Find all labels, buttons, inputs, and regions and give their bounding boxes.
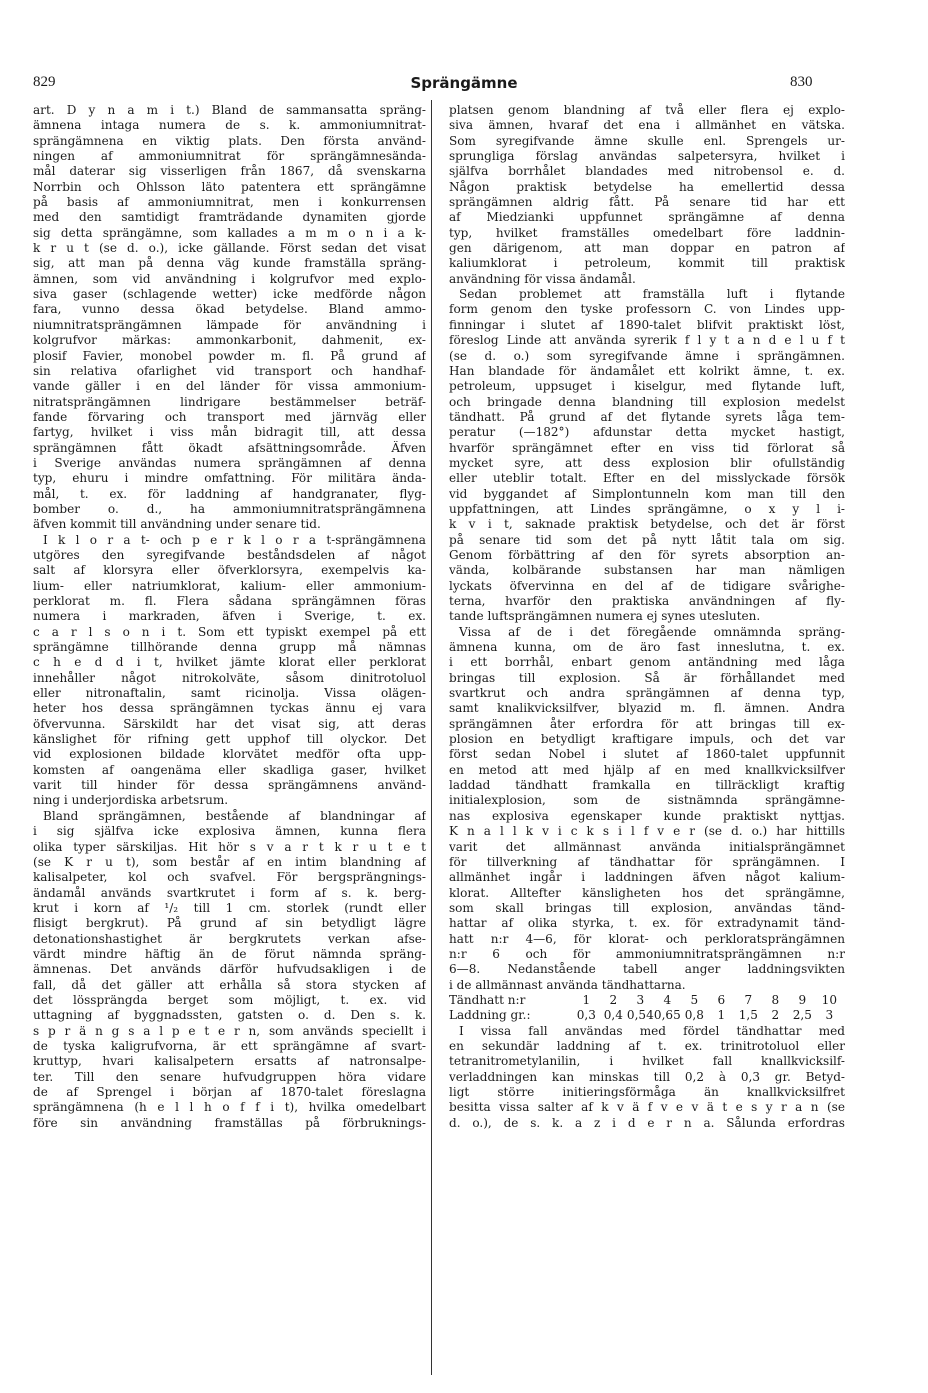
text-line: kruttyp, hvari kalisalpetern ersatts af natronsalpe- xyxy=(33,1054,426,1069)
table-cell: 10 xyxy=(821,992,838,1007)
table-cell: 0,4 xyxy=(603,1008,623,1023)
text-line: på basis af ammoniumnitrat, men i konkurrensen xyxy=(33,195,426,210)
text-line: sprängämnen fått ökadt afsättningsområde. Äfven xyxy=(33,440,426,455)
text-line: utgöres den syregifvande beståndsdelen af något xyxy=(33,547,426,562)
text-line: Han blandade för ändamålet ett kolrikt ämne, t. ex. xyxy=(449,363,845,378)
text-line: fartyg, hvilket i viss mån bidragit till, att dessa xyxy=(33,425,426,440)
text-line: eller nitronaftalin, samt ricinolja. Vissa olägen- xyxy=(33,686,426,701)
text-line: äfven kommit till användning under senare tid. xyxy=(33,517,321,532)
text-line: fara, vunno dessa ökad betydelse. Bland ammo- xyxy=(33,302,426,317)
text-line: en metod att med hjälp af en med knallkvicksilfver xyxy=(449,762,845,777)
text-line: besitta vissa salter af k v ä f v e v ä t e s y r a n (se xyxy=(449,1100,845,1115)
text-line: ämnena intaga numera de s. k. ammoniumnitrat- xyxy=(33,118,426,133)
text-line: före sin användning framställas på förbruknings- xyxy=(33,1115,426,1130)
text-line: sprungliga förslag användas salpetersyra, hvilket i xyxy=(449,149,845,164)
text-line: flisigt bergkrut). På grund af sin betydligt lägre xyxy=(33,916,426,931)
text-line: svartkrut och andra sprängämnen af denna typ, xyxy=(449,686,845,701)
text-line: sig detta sprängämne, som kallades a m m o n i a k- xyxy=(33,225,426,240)
text-line: (se d. o.) som syregifvande ämne i sprängämnen. xyxy=(449,348,845,363)
table-row-label: Laddning gr.: xyxy=(449,1008,531,1023)
text-line: i ett borrhål, enbart genom antändning med låga xyxy=(449,655,845,670)
page-number-left: 829 xyxy=(33,74,56,90)
text-line: öfvervunna. Särskildt har det visat sig, att deras xyxy=(33,716,426,731)
text-line: som skall bringas till explosion, användas tänd- xyxy=(449,900,845,915)
text-line: Som syregifvande ämne skulle enl. Sprengels ur- xyxy=(449,133,845,148)
text-line: mål daterar sig visserligen från 1867, då svenskarna xyxy=(33,164,426,179)
text-line: hatt n:r 4—6, för klorat- och perkloratsprängämnen xyxy=(449,931,845,946)
right-column-text-upper xyxy=(449,103,845,993)
table-cell: 0,65 xyxy=(653,1008,681,1023)
text-line: föreslog Linde att använda syrerik f l y t a n d e l u f t xyxy=(449,333,845,348)
text-line: i Sverige användas numera sprängämnen af denna xyxy=(33,455,426,470)
text-line: värdt mindre häftig än de förut nämnda spräng- xyxy=(33,946,426,961)
text-line: en sekundär laddning af t. ex. trinitrotoluol eller xyxy=(449,1038,845,1053)
text-line: uttagning af byggnadssten, gatsten o. d. Den s. k. xyxy=(33,1008,426,1023)
table-cell: 1,5 xyxy=(738,1008,758,1023)
text-line: niumnitratsprängämnen lämpade för användning i xyxy=(33,317,426,332)
table-row-label: Tändhatt n:r xyxy=(449,992,526,1007)
text-line: vande gäller i en del länder för vissa ammonium- xyxy=(33,379,426,394)
text-line: ämnena kunna, om de äro fast inneslutna, t. ex. xyxy=(449,640,845,655)
table-cell: 0,54 xyxy=(626,1008,654,1023)
text-line: terna, hvarför den praktiska användningen af fly- xyxy=(449,594,845,608)
table-cell: 8 xyxy=(771,992,780,1007)
text-line: salt af klorsyra eller öfverklorsyra, exempelvis ka- xyxy=(33,563,426,578)
text-line: ligt större initieringsförmåga än knallkvicksilfret xyxy=(449,1085,845,1099)
text-line: ändamål används svartkrutet i form af s. k. berg- xyxy=(33,885,426,900)
text-line: ning i underjordiska arbetsrum. xyxy=(33,793,229,808)
text-line: K n a l l k v i c k s i l f v e r (se d. o.) har hittills xyxy=(449,824,845,839)
text-line: siva gaser (schlagende wetter) icke medförde någon xyxy=(33,287,426,302)
text-line: Sedan problemet att framställa luft i flytande xyxy=(459,287,845,302)
text-line: c h e d d i t, hvilket jämte klorat eller perklorat xyxy=(33,655,426,670)
text-line: vända, kolbärande substansen har man nämligen xyxy=(449,563,845,578)
text-line: I vissa fall användas med fördel tändhattar med xyxy=(459,1023,845,1038)
text-line: tetranitrometylanilin, i hvilket fall knallkvicksilf- xyxy=(449,1054,845,1069)
column-divider xyxy=(431,100,432,1375)
text-line: I k l o r a t- och p e r k l o r a t-sprängämnena xyxy=(43,532,426,547)
text-line: verladdningen kan minskas till 0,2 à 0,3 gr. Betyd- xyxy=(449,1069,845,1084)
text-line: kalisalpeter, kol och svafvel. För bergsprängnings- xyxy=(33,870,426,885)
text-line: de af Sprengel i början af 1870-talet föreslagna xyxy=(33,1085,426,1099)
text-line: gen därigenom, att man doppar en patron af xyxy=(449,241,845,256)
text-line: komsten af oangenäma eller skadliga gaser, hvilket xyxy=(33,762,426,777)
table-cell: 4 xyxy=(663,992,672,1007)
text-line: mål, t. ex. för laddning af handgranater, flyg- xyxy=(33,486,426,501)
text-line: och bringade denna blandning till explosion medelst xyxy=(449,394,845,409)
text-line: form genom den tyske professorn C. von Lindes upp- xyxy=(449,302,845,317)
table-cell: 2 xyxy=(609,992,618,1007)
page-number-right: 830 xyxy=(790,74,813,90)
text-line: art. D y n a m i t.) Bland de sammansatta spräng- xyxy=(33,103,426,117)
text-line: k r u t (se d. o.), icke gällande. Först sedan det visat xyxy=(33,241,426,256)
text-line: plosif Favier, monobel powder m. fl. På grund af xyxy=(33,348,426,363)
text-line: sig, att man på denna väg kunde framställa spräng- xyxy=(33,256,426,271)
text-line: eller uteblir totalt. Efter en del misslyckade försök xyxy=(449,471,845,486)
text-line: först sedan Nobel i slutet af 1860-talet uppfunnit xyxy=(449,747,845,762)
text-line: c a r l s o n i t. Som ett typiskt exempel på ett xyxy=(33,624,426,639)
text-line: i de allmännast använda tändhattarna. xyxy=(449,977,686,992)
text-line: s p r ä n g s a l p e t e r n, som används speciellt i xyxy=(33,1023,426,1038)
text-line: platsen genom blandning af två eller flera ej explo- xyxy=(449,103,845,117)
text-line: peratur (—182°) afdunstar detta mycket hastigt, xyxy=(449,425,845,440)
text-line: petroleum, uppsuget i kiselgur, med flytande luft, xyxy=(449,379,845,394)
text-line: vid byggandet af Simplontunneln kom man till den xyxy=(449,486,845,501)
right-column-text-lower xyxy=(449,1024,845,1131)
text-line: fall, då det gäller att erhålla så stora stycken af xyxy=(33,977,426,992)
text-line: fande förvaring och transport med järnväg eller xyxy=(33,409,426,424)
text-line: kaliumklorat i petroleum, kommit till praktisk xyxy=(449,256,845,271)
text-line: Bland sprängämnen, bestående af blandningar af xyxy=(43,808,426,823)
text-line: själfva borrhålet blandades med nitrobensol e. d. xyxy=(449,164,845,179)
text-line: för tillverkning af tändhattar för sprängämnen. I xyxy=(449,854,845,869)
text-line: hvarför sprängämnet efter en viss tid förlorat så xyxy=(449,440,845,455)
text-line: heter hos dessa sprängämnen tyckas ännu ej vara xyxy=(33,701,426,716)
text-line: varit till hinder för dessa sprängämnens använd- xyxy=(33,778,426,793)
text-line: lium- eller natriumklorat, kalium- eller ammonium- xyxy=(33,578,426,593)
text-line: plosion en betydligt kraftigare impuls, och det var xyxy=(449,732,845,747)
table-cell: 5 xyxy=(690,992,699,1007)
text-line: klorat. Alltefter känsligheten hos det sprängämne, xyxy=(449,885,845,900)
text-line: bringas till explosion. Så är förhållandet med xyxy=(449,670,845,685)
table-cell: 2 xyxy=(771,1008,780,1023)
text-line: Norrbin och Ohlsson läto patentera ett sprängämne xyxy=(33,179,426,194)
text-line: sin relativa ofarlighet vid transport och handhaf- xyxy=(33,363,426,378)
left-column xyxy=(33,103,426,1131)
text-line: (se K r u t), som består af en intim blandning af xyxy=(33,854,426,869)
text-line: bomber o. d., ha ammoniumnitratsprängämnena xyxy=(33,501,426,516)
text-line: allmänhet ingår i laddningen äfven något kalium- xyxy=(449,870,845,885)
text-line: innehåller något nitrokolväte, såsom dinitrotoluol xyxy=(33,670,426,685)
text-line: nas explosiva egenskaper kunde praktiskt nyttjas. xyxy=(449,808,845,823)
text-line: tande luftsprängämnen numera ej synes utesluten. xyxy=(449,609,761,624)
table-cell: 1 xyxy=(717,1008,726,1023)
text-line: ämnenas. Det används därför hufvudsakligen i de xyxy=(33,962,426,977)
table-cell: 1 xyxy=(582,992,591,1007)
text-line: Genom förbättring af den för syrets absorption an- xyxy=(449,547,845,562)
table-row-charge-weight xyxy=(449,1008,845,1023)
text-line: Någon praktisk betydelse ha emellertid dessa xyxy=(449,179,845,194)
text-line: siva ämnen, hvaraf det ena i allmänhet en vätska. xyxy=(449,118,845,133)
text-line: på senare tid som det på nytt låtit tala om sig. xyxy=(449,532,845,547)
text-line: uppfattningen, att Lindes sprängämne, o x y l i- xyxy=(449,501,845,516)
text-line: olika typer särskiljas. Hit hör s v a r t k r u t e t xyxy=(33,839,426,854)
page-title: Sprängämne xyxy=(410,74,518,92)
text-line: vid explosionen bildade klorvätet medför ofta upp- xyxy=(33,747,426,762)
text-line: n:r 6 och för ammoniumnitratsprängämnen n:r xyxy=(449,946,845,961)
table-cell: 9 xyxy=(798,992,807,1007)
text-line: lyckats öfvervinna en del af de tidigare svårighe- xyxy=(449,578,845,593)
text-line: sprängämnen åter erfordra för att bringas till ex- xyxy=(449,716,845,731)
text-line: finningar i slutet af 1890-talet blifvit praktiskt löst, xyxy=(449,317,845,332)
text-line: sprängämne tillhörande denna grupp må nämnas xyxy=(33,640,426,655)
text-line: initialexplosion, som de sistnämnda sprängämne- xyxy=(449,793,845,808)
text-line: ningen af ammoniumnitrat för sprängämnesända- xyxy=(33,149,426,164)
text-line: kolgrufvor märkas: ammonkarbonit, dahmenit, ex- xyxy=(33,333,426,348)
text-line: de tyska kaligrufvorna, är ett sprängämne af svart- xyxy=(33,1038,426,1053)
text-line: sprängämnena en viktig plats. Den första använd- xyxy=(33,133,426,148)
text-line: k v i t, saknade praktisk betydelse, och det är först xyxy=(449,517,845,532)
detonator-charge-table xyxy=(449,993,845,1024)
table-cell: 0,8 xyxy=(684,1008,704,1023)
table-cell: 3 xyxy=(636,992,645,1007)
text-line: ter. Till den senare hufvudgruppen höra vidare xyxy=(33,1069,426,1084)
text-line: med den samtidigt framträdande dynamiten gjorde xyxy=(33,210,426,225)
text-line: varit det allmännast använda initialsprängämnet xyxy=(449,839,845,854)
text-line: 6—8. Nedanstående tabell anger laddningsvikten xyxy=(449,962,845,977)
page-header xyxy=(0,74,928,94)
text-line: detonationshastighet är bergkrutets verkan afse- xyxy=(33,931,426,946)
text-line: af Miedzianki uppfunnet sprängämne af denna xyxy=(449,210,845,225)
text-line: typ, hvilket framställes omedelbart före laddnin- xyxy=(449,225,845,240)
text-line: hattar af olika styrka, t. ex. för extradynamit tänd- xyxy=(449,916,845,931)
table-cell: 6 xyxy=(717,992,726,1007)
text-line: krut i korn af ¹/₂ till 1 cm. storlek (rundt eller xyxy=(33,900,426,915)
text-line: perklorat m. fl. Flera sådana sprängämnen föras xyxy=(33,594,426,608)
text-line: numera i markraden, äfven i Sverige, t. ex. xyxy=(33,609,426,624)
table-cell: 0,3 xyxy=(576,1008,596,1023)
text-line: typ, ehuru i mindre omfattning. För militära ända- xyxy=(33,471,426,486)
table-cell: 3 xyxy=(825,1008,834,1023)
text-line: nitratsprängämnen lindrigare bestämmelser beträf- xyxy=(33,394,426,409)
table-cell: 2,5 xyxy=(792,1008,812,1023)
text-line: mycket syre, att dess explosion blir ofullständig xyxy=(449,455,845,470)
text-line: i sig själfva icke explosiva ämnen, kunna flera xyxy=(33,824,426,839)
table-cell: 7 xyxy=(744,992,753,1007)
text-line: Vissa af de i det föregående omnämnda spräng- xyxy=(459,624,845,639)
text-line: samt knalikvicksilfver, blyazid m. fl. ämnen. Andra xyxy=(449,701,845,716)
text-line: känslighet för rifning gett upphof till olyckor. Det xyxy=(33,732,426,747)
table-row-cap-number xyxy=(449,993,845,1008)
text-line: sprängämnena (h e l l h o f f i t), hvilka omedelbart xyxy=(33,1100,426,1115)
text-line: användning för vissa ändamål. xyxy=(449,271,636,286)
text-line: ämnen, som vid användning i kolgrufvor med explo- xyxy=(33,271,426,286)
text-line: laddad tändhatt framkalla en tillräckligt kraftig xyxy=(449,778,845,793)
text-line: d. o.), de s. k. a z i d e r n a. Sålunda erfordras xyxy=(449,1115,845,1130)
text-line: det lössprängda berget som möjligt, t. ex. vid xyxy=(33,992,426,1007)
text-line: sprängämnen aldrig fått. På senare tid har ett xyxy=(449,195,845,210)
right-column xyxy=(449,103,845,1131)
text-line: tändhatt. På grund af det flytande syrets låga tem- xyxy=(449,409,845,424)
